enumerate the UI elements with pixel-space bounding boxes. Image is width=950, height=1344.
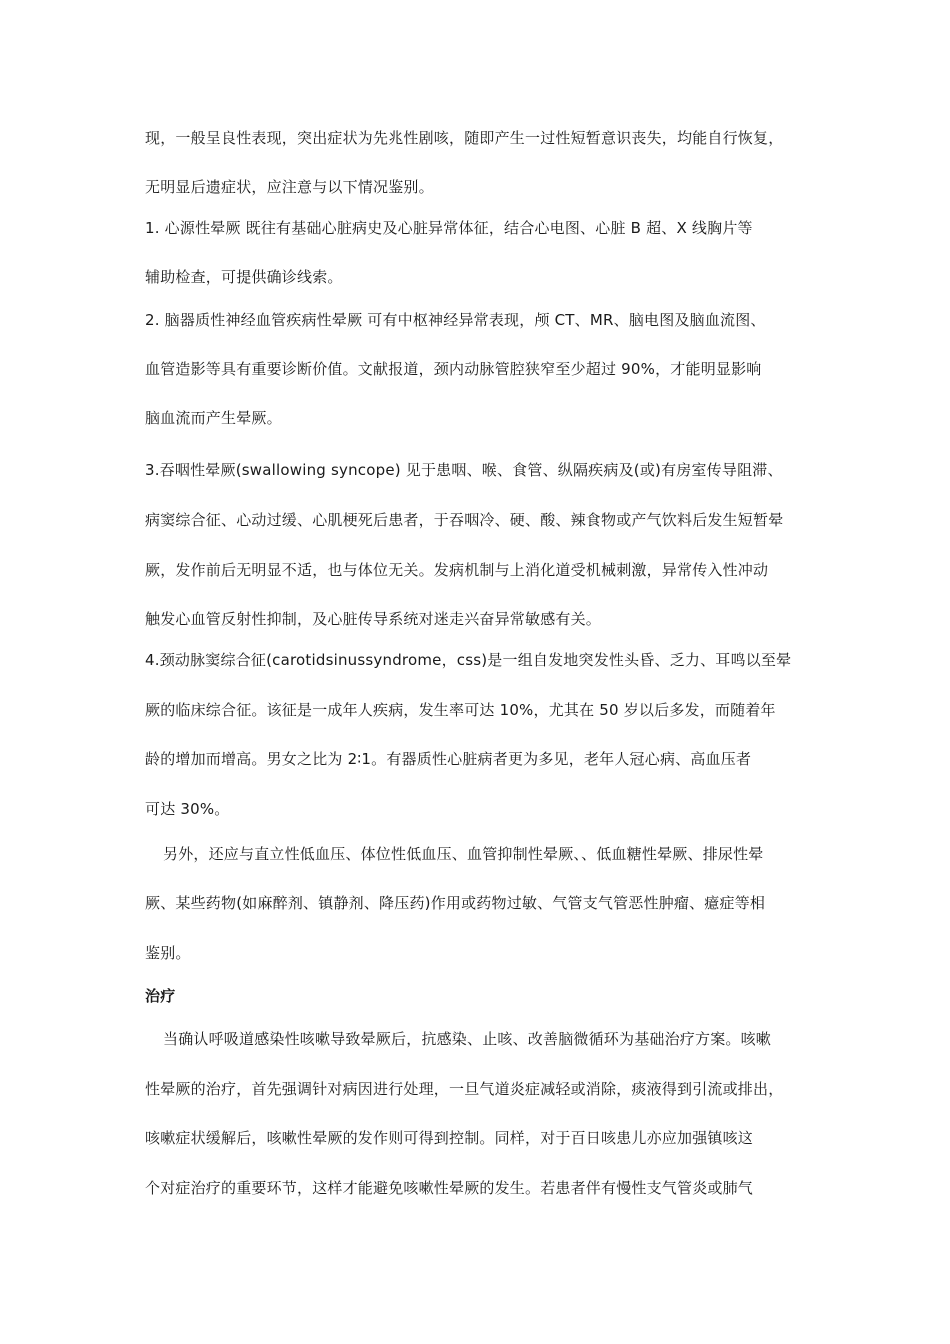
- paragraph-line: 2. 脑器质性神经血管疾病性晕厥 可有中枢神经异常表现，颅 CT、MR、脑电图及脑血流图、: [145, 311, 766, 329]
- paragraph-line: 厥、某些药物(如麻醉剂、镇静剂、降压药)作用或药物过敏、气管支气管恶性肿瘤、癔症等相: [145, 894, 766, 912]
- paragraph-line: 血管造影等具有重要诊断价值。文献报道，颈内动脉管腔狭窄至少超过 90%，才能明显影响: [145, 360, 762, 378]
- paragraph-line: 性晕厥的治疗，首先强调针对病因进行处理，一旦气道炎症减轻或消除，痰液得到引流或排出，: [145, 1080, 784, 1098]
- paragraph-line: 咳嗽症状缓解后，咳嗽性晕厥的发作则可得到控制。同样，对于百日咳患儿亦应加强镇咳这: [145, 1129, 754, 1147]
- paragraph-line: 另外，还应与直立性低血压、体位性低血压、血管抑制性晕厥、、低血糖性晕厥、排尿性晕: [163, 845, 764, 863]
- paragraph-line: 厥，发作前后无明显不适，也与体位无关。发病机制与上消化道受机械刺激，异常传入性冲动: [145, 561, 769, 579]
- paragraph-line: 可达 30%。: [145, 800, 230, 818]
- paragraph-line: 1. 心源性晕厥 既往有基础心脏病史及心脏异常体征，结合心电图、心脏 B 超、X 线胸片等: [145, 219, 753, 237]
- paragraph-line: 3.吞咽性晕厥(swallowing syncope) 见于患咽、喉、食管、纵隔疾病及(或)有房室传导阻滞、: [145, 461, 783, 479]
- paragraph-line: 脑血流而产生晕厥。: [145, 409, 282, 427]
- paragraph-line: 当确认呼吸道感染性咳嗽导致晕厥后，抗感染、止咳、改善脑微循环为基础治疗方案。咳嗽: [163, 1030, 772, 1048]
- paragraph-line: 现，一般呈良性表现，突出症状为先兆性剧咳，随即产生一过性短暂意识丧失，均能自行恢复，: [145, 129, 784, 147]
- paragraph-line: 辅助检查，可提供确诊线索。: [145, 268, 343, 286]
- paragraph-line: 个对症治疗的重要环节，这样才能避免咳嗽性晕厥的发生。若患者伴有慢性支气管炎或肺气: [145, 1179, 754, 1197]
- section-heading: 治疗: [145, 987, 176, 1005]
- paragraph-line: 厥的临床综合征。该征是一成年人疾病，发生率可达 10%，尤其在 50 岁以后多发，而随着年: [145, 701, 776, 719]
- paragraph-line: 触发心血管反射性抑制，及心脏传导系统对迷走兴奋异常敏感有关。: [145, 610, 602, 628]
- paragraph-line: 无明显后遗症状，应注意与以下情况鉴别。: [145, 178, 434, 196]
- paragraph-line: 鉴别。: [145, 944, 191, 962]
- paragraph-line: 病窦综合征、心动过缓、心肌梗死后患者，于吞咽冷、硬、酸、辣食物或产气饮料后发生短暂晕: [145, 511, 784, 529]
- paragraph-line: 4.颈动脉窦综合征(carotidsinussyndrome，css)是一组自发地突发性头昏、乏力、耳鸣以至晕: [145, 651, 792, 669]
- paragraph-line: 龄的增加而增高。男女之比为 2∶1。有器质性心脏病者更为多见，老年人冠心病、高血压者: [145, 750, 752, 768]
